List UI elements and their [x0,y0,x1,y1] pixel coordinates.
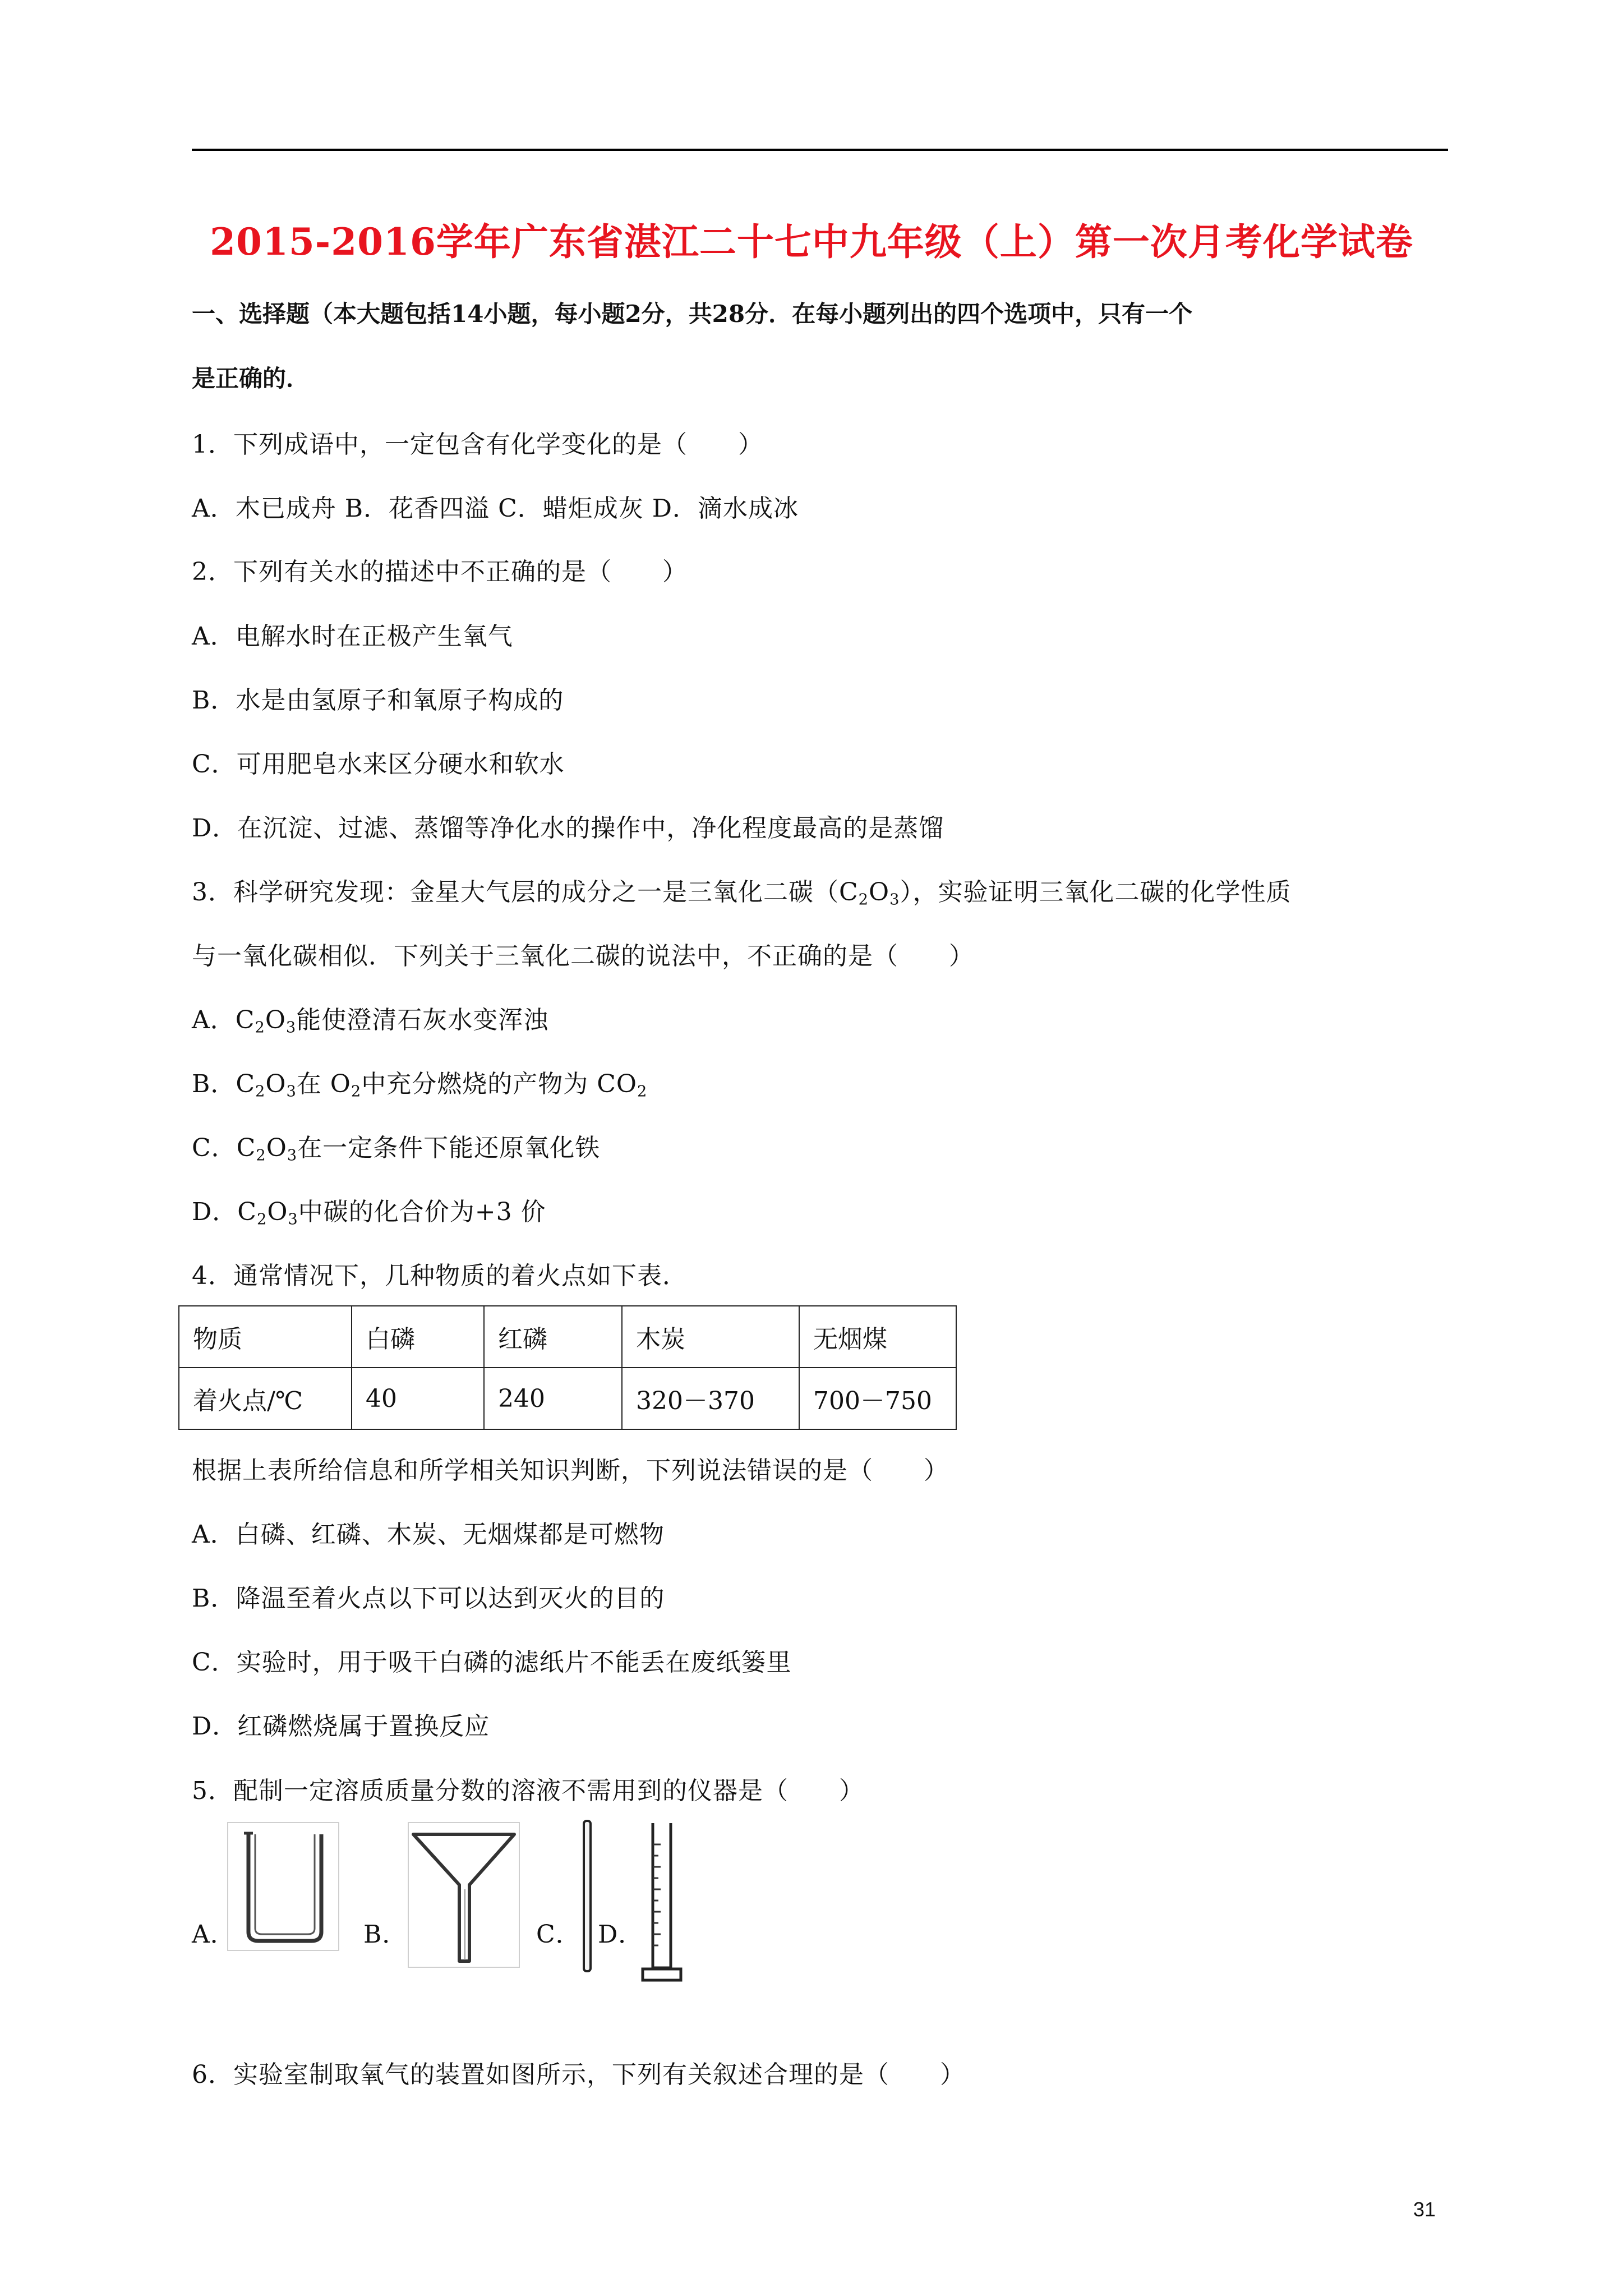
question-4-option-b: B．降温至着火点以下可以达到灭火的目的 [192,1584,665,1613]
question-3-stem-line2: 与一氧化碳相似．下列关于三氧化二碳的说法中，不正确的是（ ） [192,942,974,970]
question-4-stem: 4．通常情况下，几种物质的着火点如下表． [192,1262,688,1290]
table-cell: 木炭 [622,1306,799,1368]
question-1-stem: 1．下列成语中，一定包含有化学变化的是（ ） [192,430,763,459]
table-header-row [179,1306,956,1368]
question-4-prompt: 根据上表所给信息和所学相关知识判断，下列说法错误的是（ ） [192,1456,949,1485]
option-a-label: A． [192,1920,236,1949]
table-cell: 40 [352,1368,484,1429]
ignition-point-table [178,1305,957,1430]
glass-rod-icon [579,1820,596,1972]
table-cell: 240 [484,1368,622,1429]
table-row [179,1368,956,1429]
option-b-label: B． [363,1920,408,1949]
question-3-option-a: A．$C_2O_3$能使澄清石灰水变浑浊 [192,1006,549,1037]
option-d-label: D． [598,1920,644,1949]
question-4-option-d: D．红磷燃烧属于置换反应 [192,1712,490,1741]
section-heading-line1: 一、选择题（本大题包括14小题，每小题2分，共28分．在每小题列出的四个选项中，只有一个 [192,300,1193,328]
question-2-option-c: C．可用肥皂水来区分硬水和软水 [192,750,565,779]
header-rule [192,149,1448,151]
beaker-icon [227,1822,339,1951]
question-4-option-a: A．白磷、红磷、木炭、无烟煤都是可燃物 [192,1520,665,1549]
table-cell: 着火点/℃ [179,1368,352,1429]
page-number: 31 [1413,2198,1436,2221]
question-3-option-d: D．$C_2O_3$中碳的化合价为+3 价 [192,1198,546,1228]
question-6-stem: 6．实验室制取氧气的装置如图所示，下列有关叙述合理的是（ ） [192,2060,965,2089]
question-2-option-a: A．电解水时在正极产生氧气 [192,622,513,651]
table-cell: 红磷 [484,1306,622,1368]
table-cell: 700－750 [799,1368,956,1429]
question-1-options: A．木已成舟 B．花香四溢 C．蜡炬成灰 D．滴水成冰 [192,494,799,523]
table-cell: 白磷 [352,1306,484,1368]
table-cell: 无烟煤 [799,1306,956,1368]
question-5-stem: 5．配制一定溶质质量分数的溶液不需用到的仪器是（ ） [192,1777,864,1805]
question-3-option-b: B．$C_2O_3$在 $O_2$中充分燃烧的产物为 $CO_2$ [192,1070,648,1101]
funnel-icon [408,1822,520,1968]
table-cell: 物质 [179,1306,352,1368]
question-4-option-c: C．实验时，用于吸干白磷的滤纸片不能丢在废纸篓里 [192,1648,792,1677]
section-heading-line2: 是正确的． [192,365,310,392]
exam-title: 2015-2016学年广东省湛江二十七中九年级（上）第一次月考化学试卷 [210,220,1413,264]
graduated-cylinder-icon [639,1820,684,1988]
question-3-option-c: C．$C_2O_3$在一定条件下能还原氧化铁 [192,1134,601,1165]
question-2-stem: 2．下列有关水的描述中不正确的是（ ） [192,558,688,586]
table-cell: 320－370 [622,1368,799,1429]
question-3-stem-line1: 3．科学研究发现：金星大气层的成分之一是三氧化二碳$(C_2O_3)$，实验证明三氧化二碳的化学性质 [192,878,1292,909]
question-2-option-b: B．水是由氢原子和氧原子构成的 [192,686,564,715]
question-2-option-d: D．在沉淀、过滤、蒸馏等净化水的操作中，净化程度最高的是蒸馏 [192,814,944,843]
option-c-label: C． [536,1920,581,1949]
